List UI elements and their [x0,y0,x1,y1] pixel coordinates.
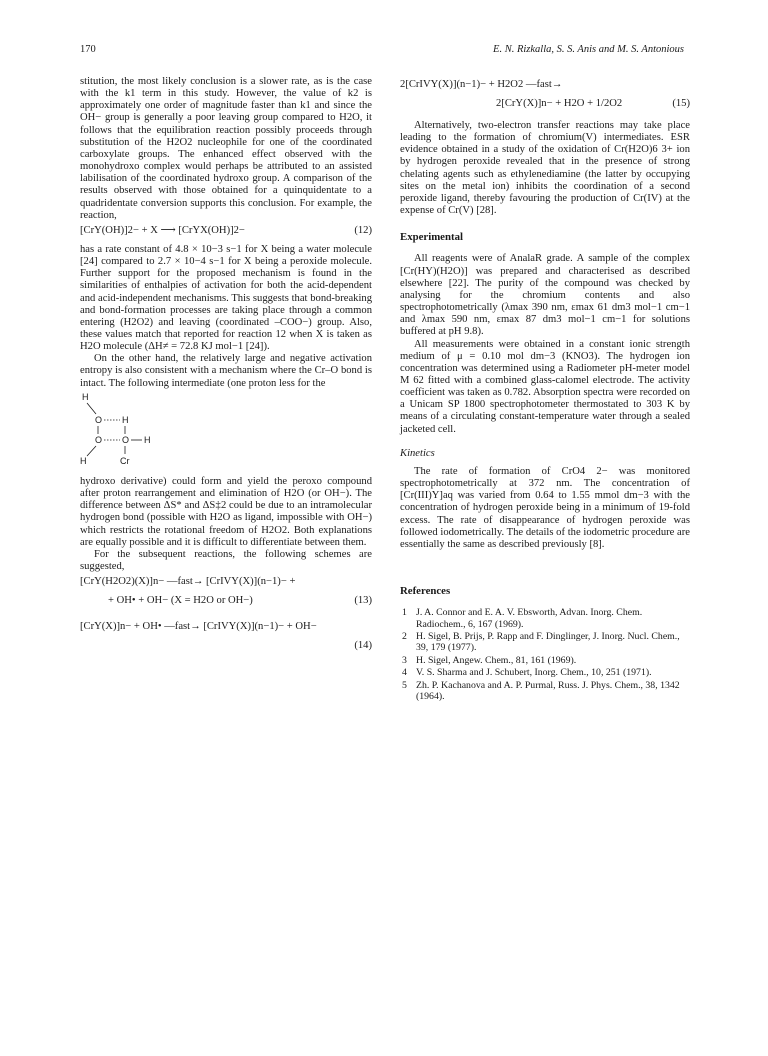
equation-text: 2[CrY(X)]n− + H2O + 1/2O2 [496,98,623,109]
equation-number: (14) [354,640,372,652]
equation-14 [80,621,372,637]
paragraph: has a rate constant of 4.8 × 10−3 s−1 for X being a water molecule [24] compared to 2.7 × 10−4 s−1 for X being a peroxide molecule. Further support for the proposed mechanism is found in the similarities of enthalpies of activation for both the acid-dependent and acid-independent mechanisms. This suggests that bond-breaking and bond-formation processes are taking place through a common entering (H2O2) and leaving (coordinated –COO−) group. Also, these values match that reported for reaction 12 when X is taken as H2O molecule (ΔH≠ = 72.8 KJ mol−1 [24]). [80,243,372,353]
atom-o: O [95,414,103,425]
equation-13 [80,576,372,592]
equation-text: [CrY(H2O2)(X)]n− —fast→ [CrIVY(X)](n−1)− + [80,576,296,588]
intermediate-structure [80,390,200,472]
paragraph: The rate of formation of CrO4 2− was monitored spectrophotometrically at 372 nm. The concentration of [Cr(III)Y]aq was varied from 0.64 to 1.55 mmol dm−3 with the concentration of hydrogen peroxide being in a minimum of 19-fold excess. The rate of disappearance of hydrogen peroxide was followed iodometrically. The details of the iodometric procedure are essentially the same as described previously [8]. [400,465,690,550]
equation-number: (12) [354,224,372,236]
equation-15-continued [400,98,690,114]
subsection-heading-kinetics: Kinetics [400,447,435,459]
atom-o: O [95,434,103,445]
right-column [400,76,690,703]
atom-h: H [122,414,129,425]
paragraph: On the other hand, the relatively large and negative activation entropy is also consistent with a mechanism where the Cr–O bond is intact. The following intermediate (one proton less for the [80,353,372,389]
reference-item: 2 H. Sigel, B. Prijs, P. Rapp and F. Dinglinger, J. Inorg. Nucl. Chem., 39, 179 (1977). [402,630,680,654]
left-column [80,76,372,659]
paragraph: All measurements were obtained in a constant ionic strength medium of μ = 0.10 mol dm−3 (KNO3). The hydrogen ion concentration was determined using a Radiometer pH-meter model M 62 fitted with a combined glass-calomel electrode. The activity coefficient was taken as 0.782. Absorption spectra were recorded on a Unicam SP 1800 spectrophotometer thermostated to 303 K by means of a circulating constant-temperature water through a sealed jacketed cell. [400,338,690,435]
atom-o: O [122,434,130,445]
equation-14-number-line [80,640,372,656]
running-head: E. N. Rizkalla, S. S. Anis and M. S. Antonious [493,44,684,55]
atom-h: H [144,434,151,445]
section-heading-references: References [400,585,451,597]
equation-text: + OH• + OH− (X = H2O or OH−) [108,595,253,607]
reference-list [400,607,690,702]
paragraph: Alternatively, two-electron transfer reactions may take place leading to the formation of chromium(V) intermediates. ESR evidence obtained in a study of the oxidation of Cr(H2O)6 3+ ion by hydrogen peroxide revealed that in the presence of strong chelating agents such as ethylenediamine (the latter by occupying sites on the metal ion) inhibits the coordination of a second peroxide ligand, thereby favouring the production of Cr(IV) at the expense of Cr(V) [28]. [400,120,690,217]
equation-13-continued [80,595,372,611]
equation-12 [80,225,372,241]
reference-item: 1 J. A. Connor and E. A. V. Ebsworth, Advan. Inorg. Chem. Radiochem., 6, 167 (1969). [402,607,643,630]
reference-item: 4 V. S. Sharma and J. Schubert, Inorg. Chem., 10, 251 (1971). [402,667,652,679]
reference-item: 5 Zh. P. Kachanova and A. P. Purmal, Russ. J. Phys. Chem., 38, 1342 (1964). [402,679,680,702]
equation-number: (15) [672,98,690,109]
page-number: 170 [80,44,96,55]
equation-text: [CrY(X)]n− + OH• —fast→ [CrIVY(X)](n−1)− + OH− [80,621,317,633]
paragraph: For the subsequent reactions, the following schemes are suggested, [80,548,372,572]
atom-cr: Cr [120,455,130,466]
reference-item: 3 H. Sigel, Angew. Chem., 81, 161 (1969). [402,654,577,666]
equation-text: [CrY(OH)]2− + X ⟶ [CrYX(OH)]2− [80,224,245,236]
paragraph: hydroxo derivative) could form and yield the peroxo compound after proton rearrangement and elimination of H2O (or OH−). The difference between ΔS* and ΔS‡2 could be due to an intramolecular hydrogen bond (possible with H2O as ligand, impossible with OH−) which restricts the rotational freedom of H2O2. Both explanations are equally possible and it is difficult to differentiate between them. [80,475,372,548]
section-heading-experimental: Experimental [400,231,463,244]
equation-number: (13) [354,595,372,607]
equation-text: 2[CrIVY(X)](n−1)− + H2O2 —fast→ [400,79,563,90]
equation-15 [400,79,690,95]
atom-h: H [80,455,87,466]
paragraph: stitution, the most likely conclusion is a slower rate, as is the case with the k1 term in this study. However, the value of k2 is approximately one order of magnitude faster than k1 and since the OH− group is generally a poor leaving group compared to H2O, it follows that the equilibration reaction possibly proceeds through substitution of the H2O2 nucleophile for one of the coordinated carboxylate groups. The enhanced effect observed with the monohydroxo complex would perhaps be attributed to an assisted labilisation of the coordinated hydroxo group. A comparison of the results observed with those obtained for a quinquidentate to a quadridentate conversion supports this conclusion. For example, the reaction, [80,76,372,221]
atom-h: H [82,391,89,402]
paragraph: All reagents were of AnalaR grade. A sample of the complex [Cr(HY)(H2O)] was prepared and characterised as described elsewhere [22]. The purity of the compound was checked by analysing for the chromium contents and also spectrophotometrically (λmax 390 nm, εmax 61 dm3 mol−1 cm−1 and λmax 590 nm, εmax 87 dm3 mol−1 cm−1 for solutions buffered at pH 9.8). [400,253,690,338]
